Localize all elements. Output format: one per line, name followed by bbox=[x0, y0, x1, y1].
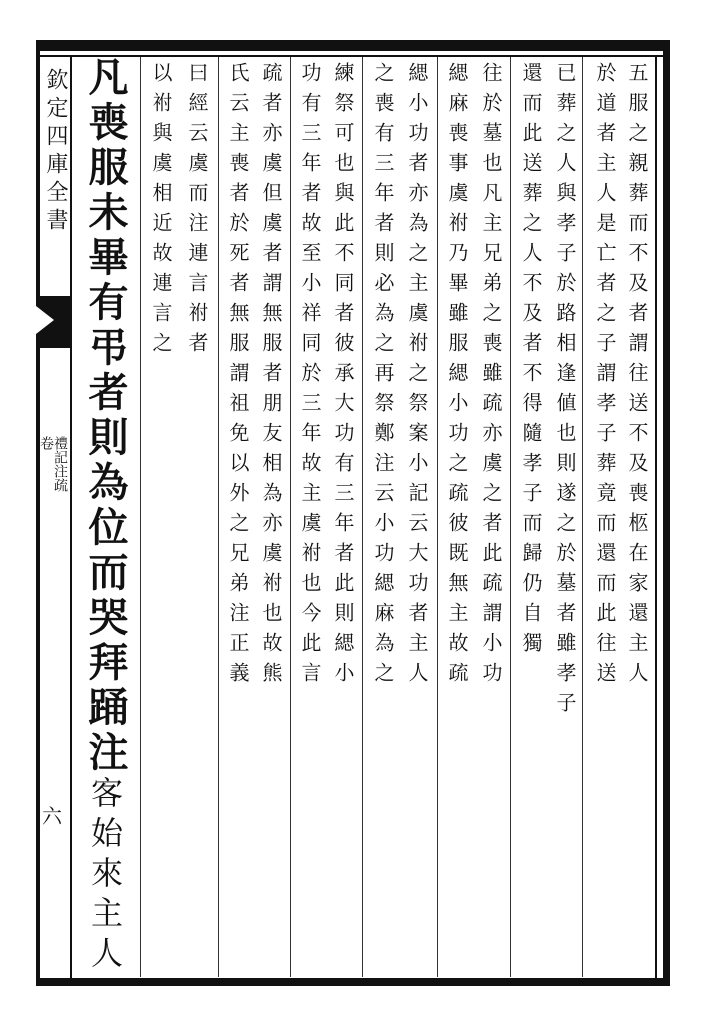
series-title: 欽定四庫全書 bbox=[43, 68, 68, 236]
column-rule bbox=[510, 57, 511, 977]
commentary-column: 之喪有三年者則必為之再祭鄭注云小功緦麻為之 bbox=[371, 62, 395, 692]
frame-top-inner-border bbox=[36, 55, 670, 57]
main-text-small: 客始來主人 bbox=[86, 776, 124, 976]
book-title-right: 禮記注疏 bbox=[52, 436, 68, 492]
column-rule bbox=[437, 57, 438, 977]
frame-right-inner-border bbox=[655, 55, 657, 980]
column-rule bbox=[582, 57, 583, 977]
main-text-large: 凡喪服未畢有弔者則為位而哭拜踊注 bbox=[82, 56, 129, 776]
commentary-column: 已葬之人與孝子於路相逢値也則遂之於墓者雖孝子 bbox=[553, 62, 577, 722]
commentary-column: 往於墓也凡主兄弟之喪雖疏亦虞之者此疏謂小功 bbox=[479, 62, 503, 692]
frame-bottom-border bbox=[36, 978, 670, 986]
commentary-column: 以祔與虞相近故連言之 bbox=[149, 62, 173, 362]
frame-top-border bbox=[36, 40, 670, 51]
main-text-column bbox=[82, 56, 128, 976]
column-rule bbox=[362, 57, 363, 977]
commentary-column: 練祭可也與此不同者彼承大功有三年者此則緦小 bbox=[331, 62, 355, 692]
commentary-column: 功有三年者故至小祥同於三年故主虞祔也今此言 bbox=[298, 62, 322, 692]
column-rule bbox=[290, 57, 291, 977]
book-title-left: 卷 bbox=[38, 436, 54, 450]
commentary-column: 於道者主人是亡者之子謂孝子葬竟而還而此往送 bbox=[593, 62, 617, 692]
commentary-column: 氏云主喪者於死者無服謂祖免以外之兄弟注正義 bbox=[226, 62, 250, 692]
folio-number: 六 bbox=[42, 804, 62, 828]
column-rule bbox=[218, 57, 219, 977]
column-rule bbox=[140, 57, 141, 977]
commentary-column: 緦麻喪事虞祔乃畢雖服緦小功之疏彼既無主故疏 bbox=[445, 62, 469, 692]
commentary-column: 緦小功者亦為之主虞祔之祭案小記云大功者主人 bbox=[405, 62, 429, 692]
commentary-column: 曰經云虞而注連言祔者 bbox=[185, 62, 209, 362]
commentary-column: 還而此送葬之人不及者不得隨孝子而歸仍自獨 bbox=[519, 62, 543, 662]
commentary-column: 疏者亦虞但虞者謂無服者朋友相為亦虞祔也故熊 bbox=[259, 62, 283, 692]
commentary-column: 五服之親葬而不及者謂往送不及喪柩在家還主人 bbox=[625, 62, 649, 692]
frame-right-border bbox=[663, 40, 670, 986]
